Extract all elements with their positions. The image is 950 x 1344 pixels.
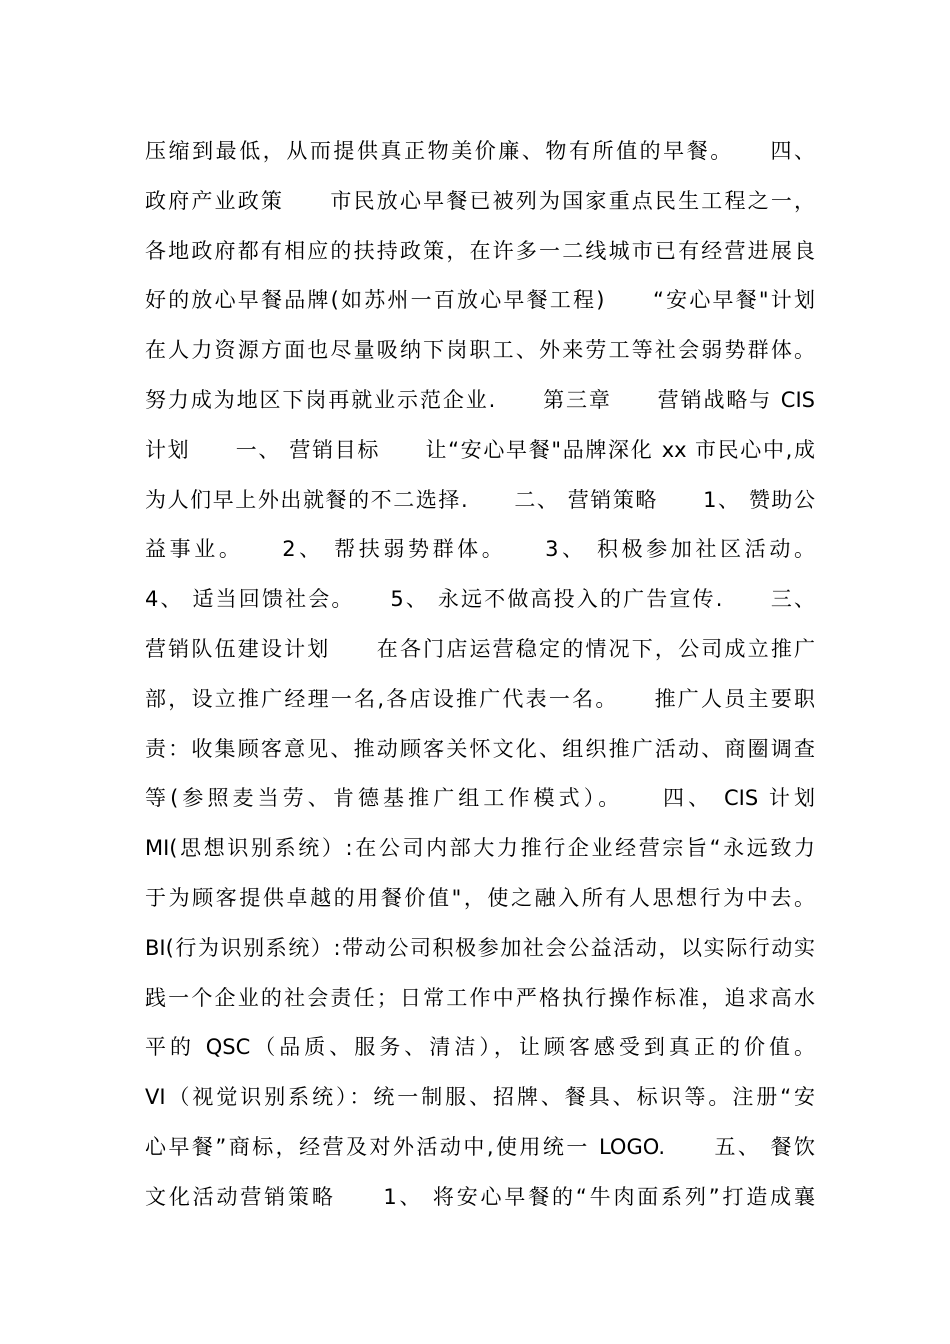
text-line-17: BI(行为识别系统）:带动公司积极参加社会公益活动，以实际行动实 <box>145 935 815 960</box>
text-line-8: 为人们早上外出就餐的不二选择. 二、 营销策略 1、 赞助公 <box>145 487 815 512</box>
text-line-14: 等(参照麦当劳、肯德基推广组工作模式）。 四、 CIS 计划 <box>145 786 815 811</box>
text-line-7: 计划 一、 营销目标 让“安心早餐"品牌深化 xx 市民心中,成 <box>145 437 815 462</box>
text-line-12: 部，设立推广经理一名,各店设推广代表一名。 推广人员主要职 <box>145 686 815 711</box>
text-line-6: 努力成为地区下岗再就业示范企业. 第三章 营销战略与 CIS <box>145 387 815 412</box>
text-line-11: 营销队伍建设计划 在各门店运营稳定的情况下，公司成立推广 <box>145 636 815 661</box>
text-line-20: VI（视觉识别系统）：统一制服、招牌、餐具、标识等。注册“安 <box>145 1085 815 1110</box>
text-line-1: 压缩到最低，从而提供真正物美价廉、物有所值的早餐。 四、 <box>145 139 815 163</box>
text-line-10: 4、 适当回馈社会。 5、 永远不做高投入的广告宣传. 三、 <box>145 587 815 612</box>
text-line-22: 文化活动营销策略 1、 将安心早餐的“牛肉面系列”打造成襄 <box>145 1184 815 1209</box>
text-line-4: 好的放心早餐品牌(如苏州一百放心早餐工程) “安心早餐"计划 <box>145 288 815 313</box>
text-line-3: 各地政府都有相应的扶持政策，在许多一二线城市已有经营进展良 <box>145 238 815 263</box>
body-text <box>145 127 815 1223</box>
text-line-9: 益事业。 2、 帮扶弱势群体。 3、 积极参加社区活动。 <box>145 537 815 562</box>
text-line-15: MI(思想识别系统）:在公司内部大力推行企业经营宗旨“永远致力 <box>145 836 815 861</box>
text-line-2: 政府产业政策 市民放心早餐已被列为国家重点民生工程之一， <box>145 188 815 213</box>
text-line-5: 在人力资源方面也尽量吸纳下岗职工、外来劳工等社会弱势群体。 <box>145 338 815 363</box>
text-line-13: 责：收集顾客意见、推动顾客关怀文化、组织推广活动、商圈调查 <box>145 736 815 761</box>
text-line-21: 心早餐”商标，经营及对外活动中,使用统一 LOGO. 五、 餐饮 <box>145 1134 815 1159</box>
text-line-18: 践一个企业的社会责任；日常工作中严格执行操作标准，追求高水 <box>145 985 815 1010</box>
text-line-16: 于为顾客提供卓越的用餐价值"，使之融入所有人思想行为中去。 <box>145 885 815 910</box>
text-line-19: 平的 QSC（品质、服务、清洁），让顾客感受到真正的价值。 <box>145 1035 815 1060</box>
